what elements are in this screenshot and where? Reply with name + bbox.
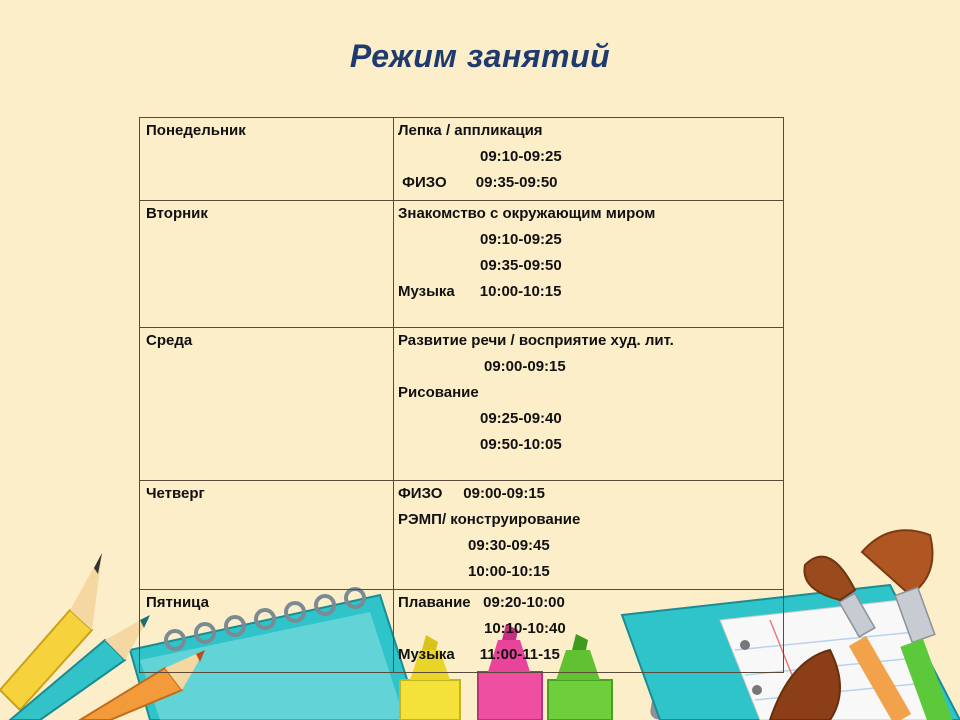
activity-line: Музыка 10:00-10:15 (398, 283, 562, 300)
activity-line: 10:00-10:15 (468, 563, 550, 580)
table-row (140, 118, 784, 201)
day-cell: Пятница (140, 590, 394, 673)
table-row (140, 481, 784, 590)
activity-line: Музыка 11:00-11-15 (398, 646, 560, 663)
activity-cell (394, 590, 784, 673)
activity-line: 09:10-09:25 (480, 231, 562, 248)
activity-line: 10:10-10:40 (484, 620, 566, 637)
activity-line: Развитие речи / восприятие худ. лит. (398, 332, 674, 349)
activity-line: 09:50-10:05 (480, 436, 562, 453)
schedule-table (139, 117, 784, 673)
activity-line: 09:10-09:25 (480, 148, 562, 165)
activity-line: Лепка / аппликация (398, 122, 543, 139)
activity-line: РЭМП/ конструирование (398, 511, 581, 528)
activity-cell (394, 118, 784, 201)
activity-line: 09:35-09:50 (480, 257, 562, 274)
activity-line: ФИЗО 09:35-09:50 (398, 174, 558, 191)
activity-line: Плавание 09:20-10:00 (398, 594, 565, 611)
activity-cell (394, 481, 784, 590)
activity-line: Знакомство с окружающим миром (398, 205, 656, 222)
table-row (140, 201, 784, 328)
activity-cell (394, 328, 784, 481)
page-title: Режим занятий (349, 38, 611, 74)
day-cell: Понедельник (140, 118, 394, 201)
activity-line: 09:30-09:45 (468, 537, 550, 554)
table-row (140, 328, 784, 481)
day-cell: Вторник (140, 201, 394, 328)
table-row (140, 590, 784, 673)
activity-line: Рисование (398, 384, 479, 401)
day-cell: Среда (140, 328, 394, 481)
activity-cell (394, 201, 784, 328)
activity-line: 09:00-09:15 (484, 358, 566, 375)
activity-line: ФИЗО 09:00-09:15 (398, 485, 546, 502)
day-cell: Четверг (140, 481, 394, 590)
activity-line: 09:25-09:40 (480, 410, 562, 427)
